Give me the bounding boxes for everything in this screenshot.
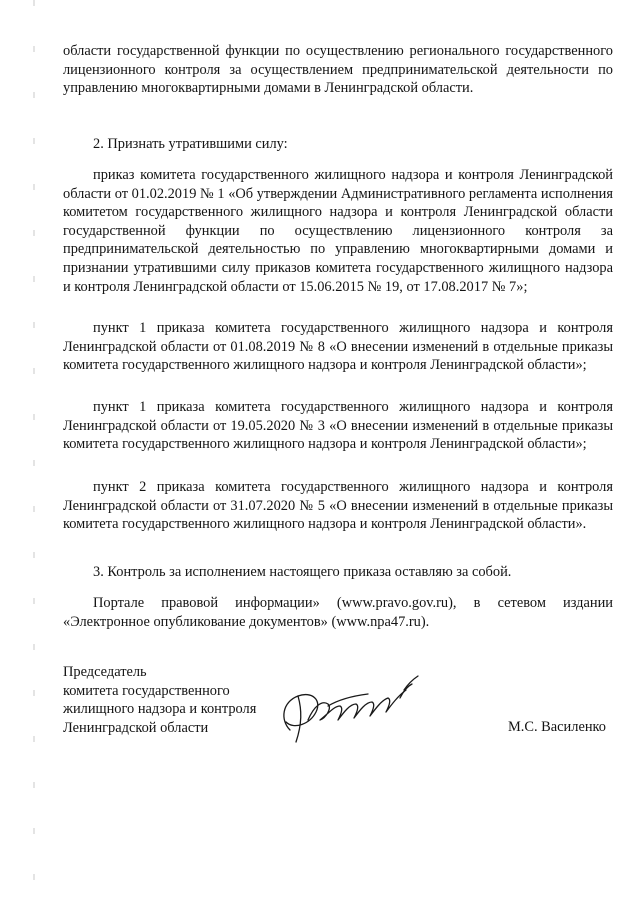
signatory-title-line: Председатель: [63, 664, 147, 680]
paragraph-continuation: области государственной функции по осуществлению регионального государственного лицензионного контроля за осуществлением предпринимательской деятельности по управлению многоквартирными домами в Ленинградской области.: [63, 43, 613, 97]
paragraph-repealed-order-1: приказ комитета государственного жилищного надзора и контроля Ленинградской области от 01.02.2019 № 1 «Об утверждении Административного регламента исполнения комитетом государственного жилищного надзора и контроля Ленинградской области государственной функции по осуществлению лицензионного контроля за предпринимательской деятельностью по управлению многоквартирными домами и признании утратившими силу приказов комитета государственного жилищного надзора и контроля Ленинградской области от 15.06.2015 № 19, от 17.08.2017 № 7»;: [63, 167, 613, 295]
paragraph-repealed-order-3: пункт 1 приказа комитета государственного жилищного надзора и контроля Ленинградской области от 19.05.2020 № 3 «О внесении изменений в отдельные приказы комитета государственного жилищного надзора и контроля Ленинградской области»;: [63, 399, 613, 453]
paragraph-repealed-order-4: пункт 2 приказа комитета государственного жилищного надзора и контроля Ленинградской области от 31.07.2020 № 5 «О внесении изменений в отдельные приказы комитета государственного жилищного надзора и контроля Ленинградской области».: [63, 479, 613, 533]
paragraph-repealed-order-2: пункт 1 приказа комитета государственного жилищного надзора и контроля Ленинградской области от 01.08.2019 № 8 «О внесении изменений в отдельные приказы комитета государственного жилищного надзора и контроля Ленинградской области»;: [63, 320, 613, 374]
signatory-title-line: комитета государственного: [63, 682, 230, 699]
handwritten-signature: [268, 660, 428, 750]
signatory-title-line: Ленинградской области: [63, 719, 209, 736]
scan-edge-line: [33, 0, 35, 905]
paragraph-publication: Портале правовой информации» (www.pravo.gov.ru), в сетевом издании «Электронное опубликование документов» (www.npa47.ru).: [63, 595, 613, 630]
paragraph-item-3: 3. Контроль за исполнением настоящего приказа оставляю за собой.: [93, 564, 512, 580]
signatory-title-line: жилищного надзора и контроля: [63, 701, 257, 718]
paragraph-item-2: 2. Признать утратившими силу:: [93, 136, 288, 152]
signatory-title: [63, 663, 256, 737]
signatory-name: М.С. Василенко: [508, 719, 606, 735]
